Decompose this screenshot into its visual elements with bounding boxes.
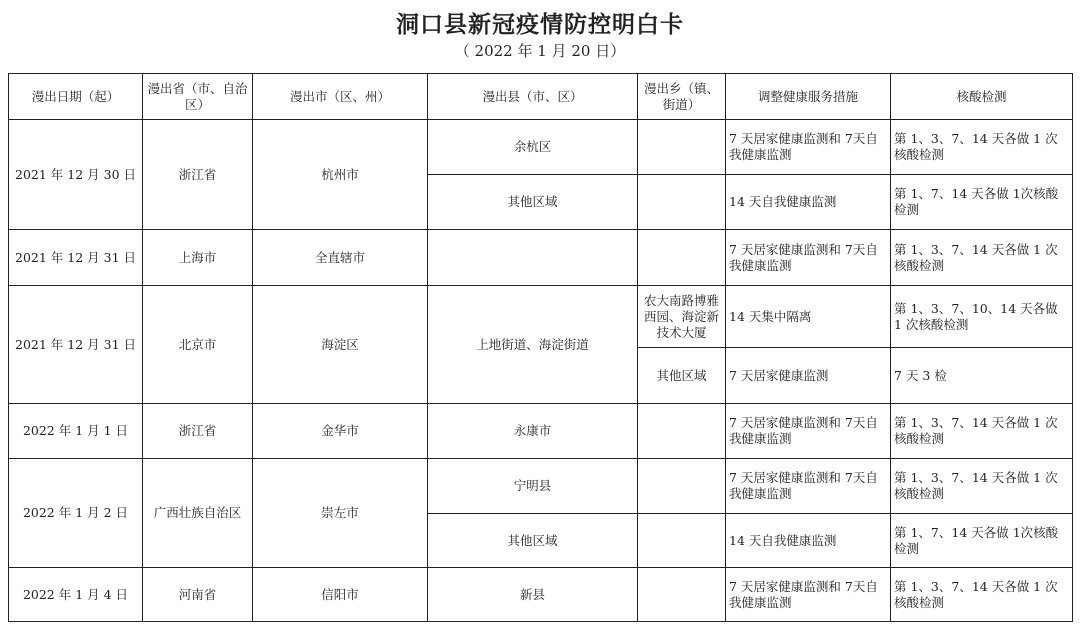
cell-test: 第 1、3、7、14 天各做 1 次核酸检测 <box>891 568 1073 622</box>
cell-measure: 7 天居家健康监测和 7天自我健康监测 <box>726 404 891 459</box>
cell-province: 河南省 <box>143 568 253 622</box>
cell-test: 第 1、3、7、14 天各做 1 次核酸检测 <box>891 459 1073 514</box>
cell-city: 金华市 <box>253 404 428 459</box>
cell-city: 海淀区 <box>253 286 428 404</box>
cell-test: 第 1、3、7、10、14 天各做 1 次核酸检测 <box>891 286 1073 348</box>
cell-town <box>638 459 726 514</box>
header-test: 核酸检测 <box>891 74 1073 120</box>
cell-province: 浙江省 <box>143 120 253 230</box>
cell-date: 2021 年 12 月 31 日 <box>9 230 143 286</box>
cell-county: 宁明县 <box>428 459 638 514</box>
cell-measure: 7 天居家健康监测和 7天自我健康监测 <box>726 120 891 175</box>
cell-test: 第 1、3、7、14 天各做 1 次核酸检测 <box>891 120 1073 175</box>
cell-date: 2021 年 12 月 30 日 <box>9 120 143 230</box>
cell-test: 7 天 3 检 <box>891 348 1073 404</box>
cell-town <box>638 568 726 622</box>
cell-measure: 14 天自我健康监测 <box>726 514 891 568</box>
cell-city: 全直辖市 <box>253 230 428 286</box>
header-province: 漫出省（市、自治区） <box>143 74 253 120</box>
cell-date: 2022 年 1 月 2 日 <box>9 459 143 568</box>
cell-town <box>638 230 726 286</box>
cell-province: 北京市 <box>143 286 253 404</box>
cell-date: 2022 年 1 月 4 日 <box>9 568 143 622</box>
cell-city: 崇左市 <box>253 459 428 568</box>
header-city: 漫出市（区、州） <box>253 74 428 120</box>
cell-province: 上海市 <box>143 230 253 286</box>
cell-province: 广西壮族自治区 <box>143 459 253 568</box>
header-measure: 调整健康服务措施 <box>726 74 891 120</box>
cell-measure: 7 天居家健康监测和 7天自我健康监测 <box>726 230 891 286</box>
header-town: 漫出乡（镇、街道） <box>638 74 726 120</box>
header-date: 漫出日期（起） <box>9 74 143 120</box>
control-table <box>8 73 1073 622</box>
cell-province: 浙江省 <box>143 404 253 459</box>
cell-test: 第 1、3、7、14 天各做 1 次核酸检测 <box>891 404 1073 459</box>
cell-test: 第 1、7、14 天各做 1次核酸检测 <box>891 175 1073 230</box>
cell-town: 农大南路博雅西园、海淀新技术大厦 <box>638 286 726 348</box>
cell-date: 2021 年 12 月 31 日 <box>9 286 143 404</box>
cell-town <box>638 175 726 230</box>
header-row <box>9 74 1073 120</box>
cell-town: 其他区域 <box>638 348 726 404</box>
table-row <box>9 286 1073 348</box>
cell-city: 杭州市 <box>253 120 428 230</box>
cell-measure: 7 天居家健康监测和 7天自我健康监测 <box>726 568 891 622</box>
cell-city: 信阳市 <box>253 568 428 622</box>
cell-measure: 7 天居家健康监测和 7天自我健康监测 <box>726 459 891 514</box>
cell-measure: 14 天集中隔离 <box>726 286 891 348</box>
cell-measure: 14 天自我健康监测 <box>726 175 891 230</box>
cell-county: 永康市 <box>428 404 638 459</box>
table-row <box>9 120 1073 175</box>
cell-county: 上地街道、海淀街道 <box>428 286 638 404</box>
cell-date: 2022 年 1 月 1 日 <box>9 404 143 459</box>
table-row <box>9 230 1073 286</box>
cell-measure: 7 天居家健康监测 <box>726 348 891 404</box>
cell-test: 第 1、3、7、14 天各做 1 次核酸检测 <box>891 230 1073 286</box>
table-row <box>9 404 1073 459</box>
cell-county: 余杭区 <box>428 120 638 175</box>
cell-test: 第 1、7、14 天各做 1次核酸检测 <box>891 514 1073 568</box>
cell-town <box>638 120 726 175</box>
table-row <box>9 459 1073 514</box>
cell-town <box>638 514 726 568</box>
cell-town <box>638 404 726 459</box>
cell-county: 新县 <box>428 568 638 622</box>
page-title: 洞口县新冠疫情防控明白卡 <box>396 11 684 38</box>
header-county: 漫出县（市、区） <box>428 74 638 120</box>
cell-county <box>428 230 638 286</box>
cell-county: 其他区域 <box>428 175 638 230</box>
document-date: （ 2022 年 1 月 20 日） <box>454 42 626 60</box>
cell-county: 其他区域 <box>428 514 638 568</box>
table-row <box>9 568 1073 622</box>
